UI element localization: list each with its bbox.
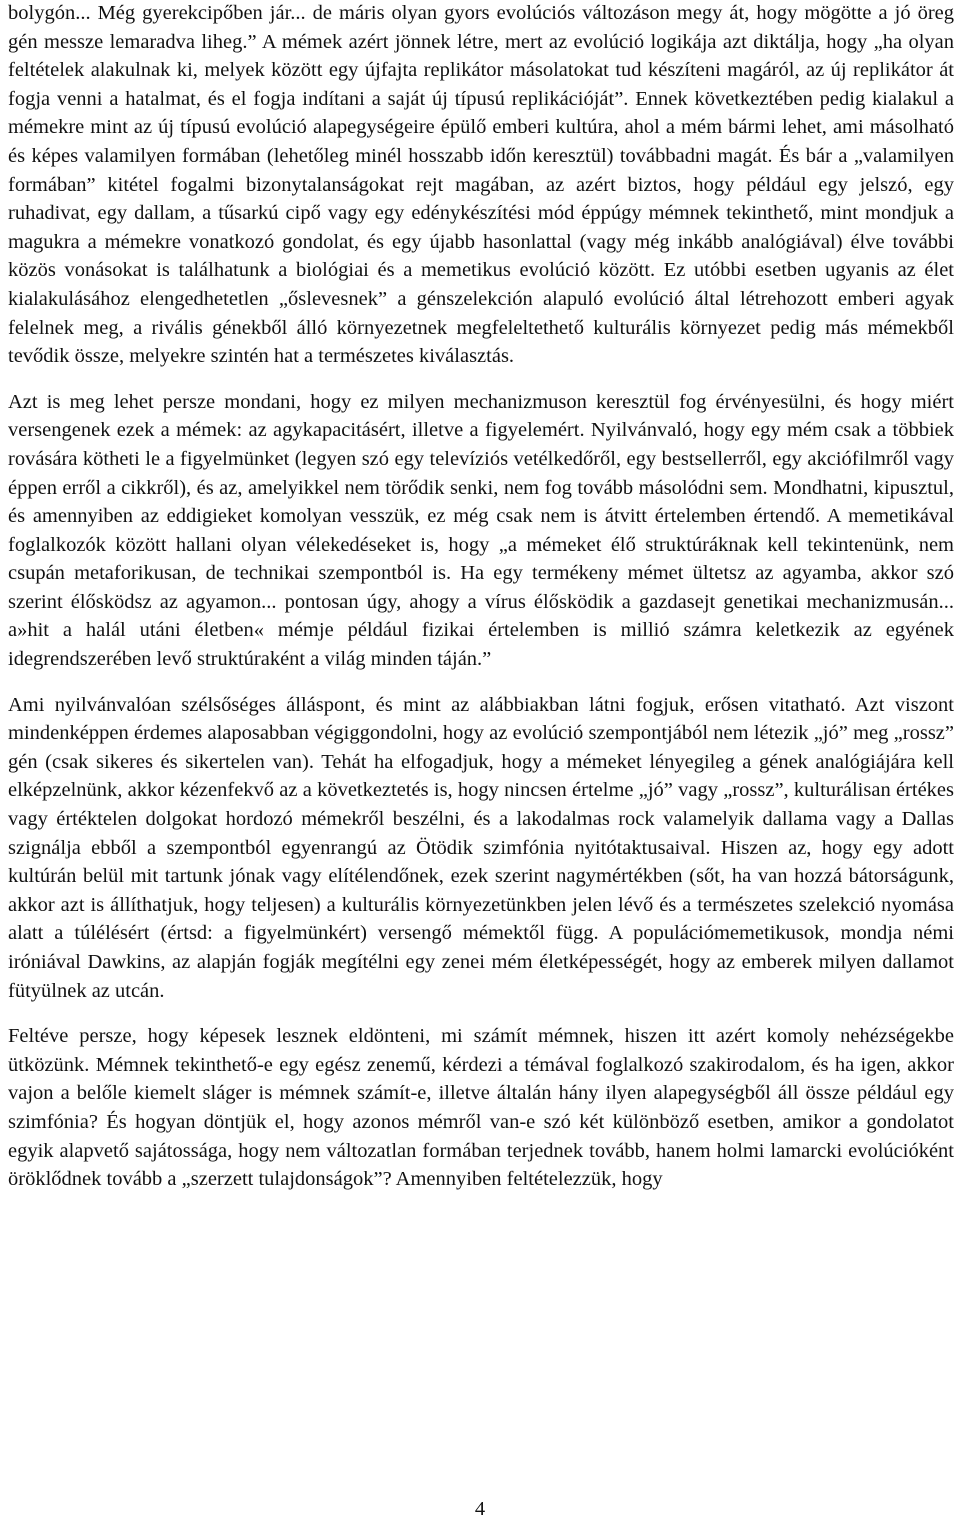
paragraph-gap <box>8 371 954 388</box>
document-page <box>8 0 954 1194</box>
paragraph-gap <box>8 1005 954 1022</box>
paragraph-gap <box>8 674 954 691</box>
page-number: 4 <box>474 1498 486 1520</box>
paragraph-1: bolygón... Még gyerekcipőben jár... de máris olyan gyors evolúciós változáson megy át, hogy mögötte a jó öreg gén messze lemaradva liheg.” A mémek azért jönnek létre, mert az evolúció logikája azt diktálja, hogy „ha olyan feltételek alakulnak ki, melyek között egy újfajta replikátor másolatokat tud készíteni magáról, az új replikátor át fogja venni a hatalmat, és el fogja indítani a saját új típusú replikációját”. Ennek következtében pedig kialakul a mémekre mint az új típusú evolúció alapegységeire épülő emberi kultúra, ahol a mém bármi lehet, ami másolható és képes valamilyen formában (lehetőleg minél hosszabb időn keresztül) továbbadni magát. És bár a „valamilyen formában” kitétel fogalmi bizonytalanságokat rejt magában, az azért biztos, hogy például egy jelszó, egy ruhadivat, egy dallam, a tűsarkú cipő vagy egy edénykészítési mód éppúgy mémnek tekinthető, mint mondjuk a magukra a mémekre vonatkozó gondolat, és egy újabb hasonlattal (vagy még inkább analógiával) élve további közös vonásokat is találhatunk a biológiai és a memetikus evolúció között. Ez utóbbi esetben ugyanis az élet kialakulásához elengedhetetlen „őslevesnek” a génszelekción alapuló evolúció által létrehozott emberi agyak felelnek meg, a rivális génekből álló környezetnek megfeleltethető kulturális környezet pedig más mémekből tevődik össze, melyekre szintén hat a természetes kiválasztás. <box>8 2 954 368</box>
paragraph-2: Azt is meg lehet persze mondani, hogy ez milyen mechanizmuson keresztül fog érvényesülni, és hogy miért versengenek ezek a mémek: az agykapacitásért, illetve a figyelemért. Nyilvánvaló, hogy egy mém csak a többiek rovására kötheti le a figyelmünket (legyen szó egy televíziós vetélkedőről, egy bestsellerről, egy akciófilmről vagy éppen erről a cikkről), és az, amelyikkel nem törődik senki, nem fog tovább másolódni sem. Mondhatni, kipusztul, és amennyiben az eddigieket komolyan vesszük, ez még csak nem is átvitt értelemben értendő. A memetikával foglalkozók között hallani olyan vélekedéseket is, hogy „a mémeket élő struktúráknak kell tekintenünk, nem csupán metaforikusan, de technikai szempontból is. Ha egy termékeny mémet ültetsz az agyamba, akkor szó szerint élősködsz az agyamon... pontosan úgy, ahogy a vírus élősködik a gazdasejt genetikai mechanizmusán... a»hit a halál utáni életben« mémje például fizikai értelemben is millió számra keletkezik az egyének idegrendszerében levő struktúraként a világ minden táján.” <box>8 390 954 671</box>
paragraph-4: Feltéve persze, hogy képesek lesznek eldönteni, mi számít mémnek, hiszen itt azért komoly nehézségekbe ütközünk. Mémnek tekinthető-e egy egész zenemű, kérdezi a témával foglalkozó szakirodalom, és ha igen, akkor vajon a belőle kiemelt sláger is mémnek számít-e, illetve általán hány ilyen alapegységből áll össze például egy szimfónia? És hogyan döntjük el, hogy azonos mémről van-e szó két különböző esetben, amikor a gondolatot egyik alapvető sajátossága, hogy nem változatlan formában terjednek tovább, hanem holmi lamarcki evolúcióként öröklődnek tovább a „szerzett tulajdonságok”? Amennyiben feltételezzük, hogy <box>8 1025 954 1191</box>
paragraph-3: Ami nyilvánvalóan szélsőséges álláspont, és mint az alábbiakban látni fogjuk, erősen vitatható. Azt viszont mindenképpen érdemes alaposabban végiggondolni, hogy az evolúció szempontjából nem létezik „jó” meg „rossz” gén (csak sikeres és sikertelen van). Tehát ha elfogadjuk, hogy a mémeket lényegileg a gének analógiájára kell elképzelnünk, akkor kézenfekvő az a következtetés is, hogy nincsen értelme „jó” vagy „rossz”, kulturálisan értékes vagy értéktelen dolgokat hordozó mémekről beszélni, és a lakodalmas rock valamelyik dallama vagy a Dallas szignálja ebből a szempontból egyenrangú az Ötödik szimfónia nyitótaktusaival. Hiszen az, hogy egy adott kultúrán belül mit tartunk jónak vagy elítélendőnek, ezek szerint nagymértékben (sőt, ha van hozzá bátorságunk, akkor azt is állíthatjuk, hogy teljesen) a kulturális környezetünkben jelen lévő és a természetes szelekció nyomása alatt a túlélésért (értsd: a figyelmünkért) versengő mémektől függ. A populációmemetikusok, mondja némi iróniával Dawkins, az alapján fogják megítélni egy zenei mém életképességét, hogy az emberek milyen dallamot fütyülnek az utcán. <box>8 693 954 1002</box>
